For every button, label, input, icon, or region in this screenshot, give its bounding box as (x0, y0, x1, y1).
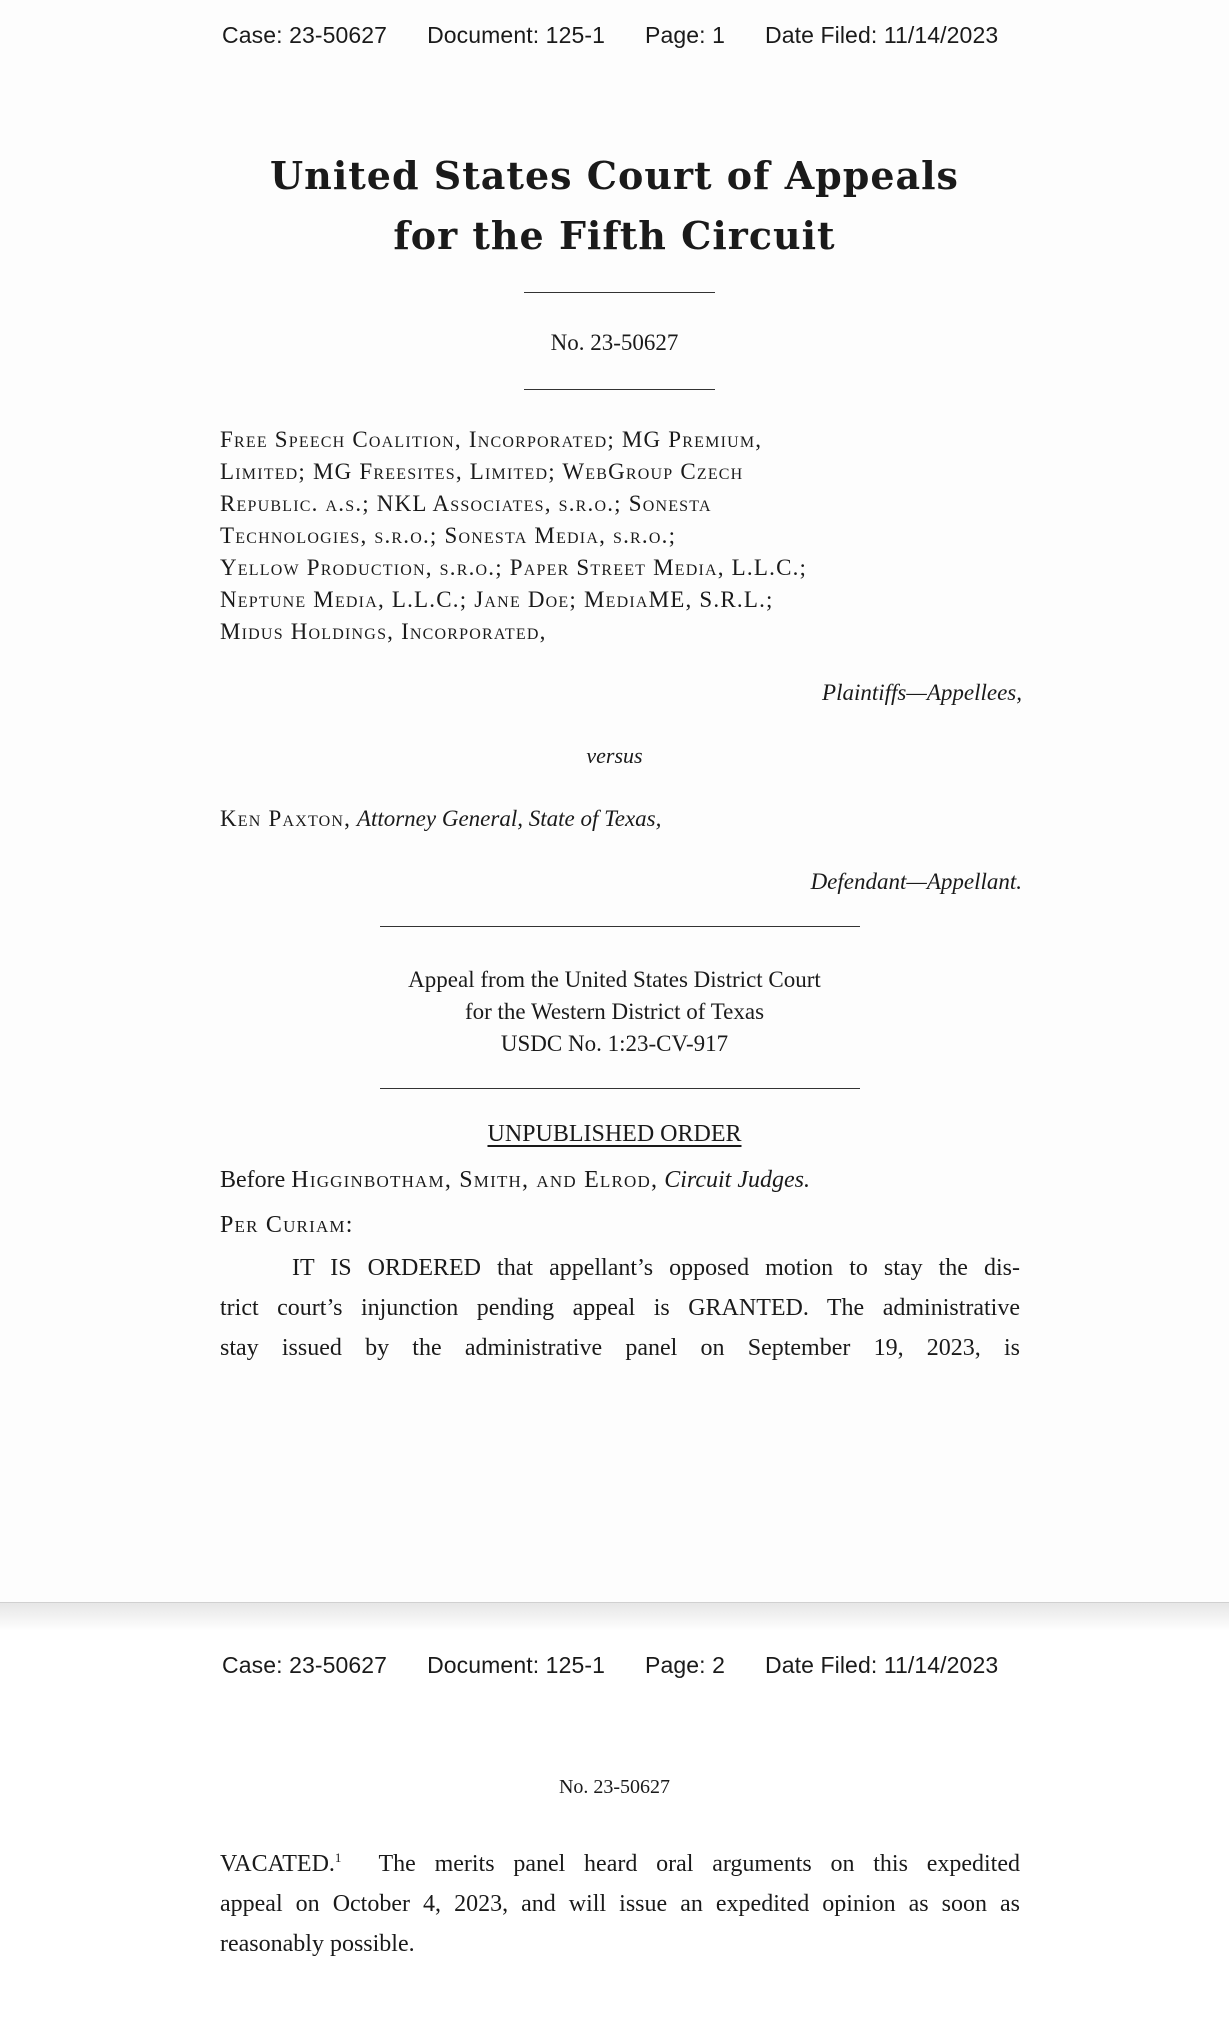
header-document: Document: 125-1 (427, 22, 606, 48)
court-name-line-1: United States Court of Appeals (270, 153, 959, 198)
plaintiffs-line: Neptune Media, L.L.C.; Jane Doe; MediaME, S.R.L.; (220, 587, 774, 612)
judges-title: Circuit Judges. (664, 1167, 810, 1193)
defendant-name: Ken Paxton, (220, 806, 352, 831)
divider (380, 926, 860, 927)
case-number: No. 23-50627 (558, 1776, 671, 1798)
header-document: Document: 125-1 (427, 1652, 606, 1678)
order-text (220, 1248, 1020, 1368)
plaintiffs-role: Plaintiffs—Appellees, (822, 680, 1022, 705)
judges: Higginbotham, Smith, and Elrod, (291, 1167, 659, 1193)
defendant (220, 806, 661, 832)
defendant-role: Defendant—Appellant. (810, 869, 1022, 894)
footnote-marker: 1 (334, 1850, 342, 1865)
plaintiffs-line: Free Speech Coalition, Incorporated; MG Premium, (220, 427, 763, 452)
plaintiffs-line: Limited; MG Freesites, Limited; WebGroup Czech (220, 459, 744, 484)
plaintiffs-list (220, 424, 1030, 648)
appeal-block (0, 964, 1229, 1060)
appeal-line: Appeal from the United States District Court (408, 967, 821, 992)
order-line: IT IS ORDERED that appellant’s opposed motion to stay the dis- (292, 1255, 1020, 1281)
divider (380, 1088, 860, 1089)
vacated-line: reasonably possible. (220, 1931, 415, 1957)
before-prefix: Before (220, 1167, 286, 1193)
page-header (222, 22, 998, 49)
panel-line (220, 1167, 810, 1194)
plaintiffs-line: Technologies, s.r.o.; Sonesta Media, s.r.o.; (220, 523, 677, 548)
divider (524, 292, 715, 293)
appeal-line: for the Western District of Texas (464, 999, 765, 1024)
vacated-text (220, 1844, 1020, 1964)
vacated-line: VACATED.$^1$ The merits panel heard oral arguments on this expedited (220, 1850, 1020, 1877)
order-line: stay issued by the administrative panel on September 19, 2023, is (220, 1335, 1020, 1361)
document-page-2 (0, 1630, 1229, 2042)
header-date-filed: Date Filed: 11/14/2023 (765, 22, 999, 48)
divider (524, 389, 715, 390)
header-date-filed: Date Filed: 11/14/2023 (765, 1652, 999, 1678)
per-curiam: Per Curiam: (220, 1212, 354, 1238)
plaintiffs-line: Yellow Production, s.r.o.; Paper Street Media, L.L.C.; (220, 555, 808, 580)
appeal-line: USDC No. 1:23-CV-917 (500, 1031, 729, 1056)
plaintiffs-line: Republic. a.s.; NKL Associates, s.r.o.; Sonesta (220, 491, 712, 516)
case-number: No. 23-50627 (550, 330, 679, 355)
header-case: Case: 23-50627 (222, 1652, 388, 1678)
page-header (222, 1652, 998, 1679)
vacated-line: appeal on October 4, 2023, and will issue an expedited opinion as soon as (220, 1891, 1020, 1917)
vacated: VACATED. (220, 1851, 335, 1877)
defendant-title: Attorney General, State of Texas, (356, 806, 662, 831)
court-name-line-2: for the Fifth Circuit (393, 213, 836, 258)
plaintiffs-line: Midus Holdings, Incorporated, (220, 619, 547, 644)
order-title: UNPUBLISHED ORDER (487, 1121, 742, 1147)
versus: versus (586, 743, 643, 768)
header-page: Page: 2 (645, 1652, 726, 1678)
header-page: Page: 1 (645, 22, 726, 48)
order-line: trict court’s injunction pending appeal is GRANTED. The administrative (220, 1295, 1020, 1321)
page-separator (0, 1602, 1229, 1631)
header-case: Case: 23-50627 (222, 22, 388, 48)
